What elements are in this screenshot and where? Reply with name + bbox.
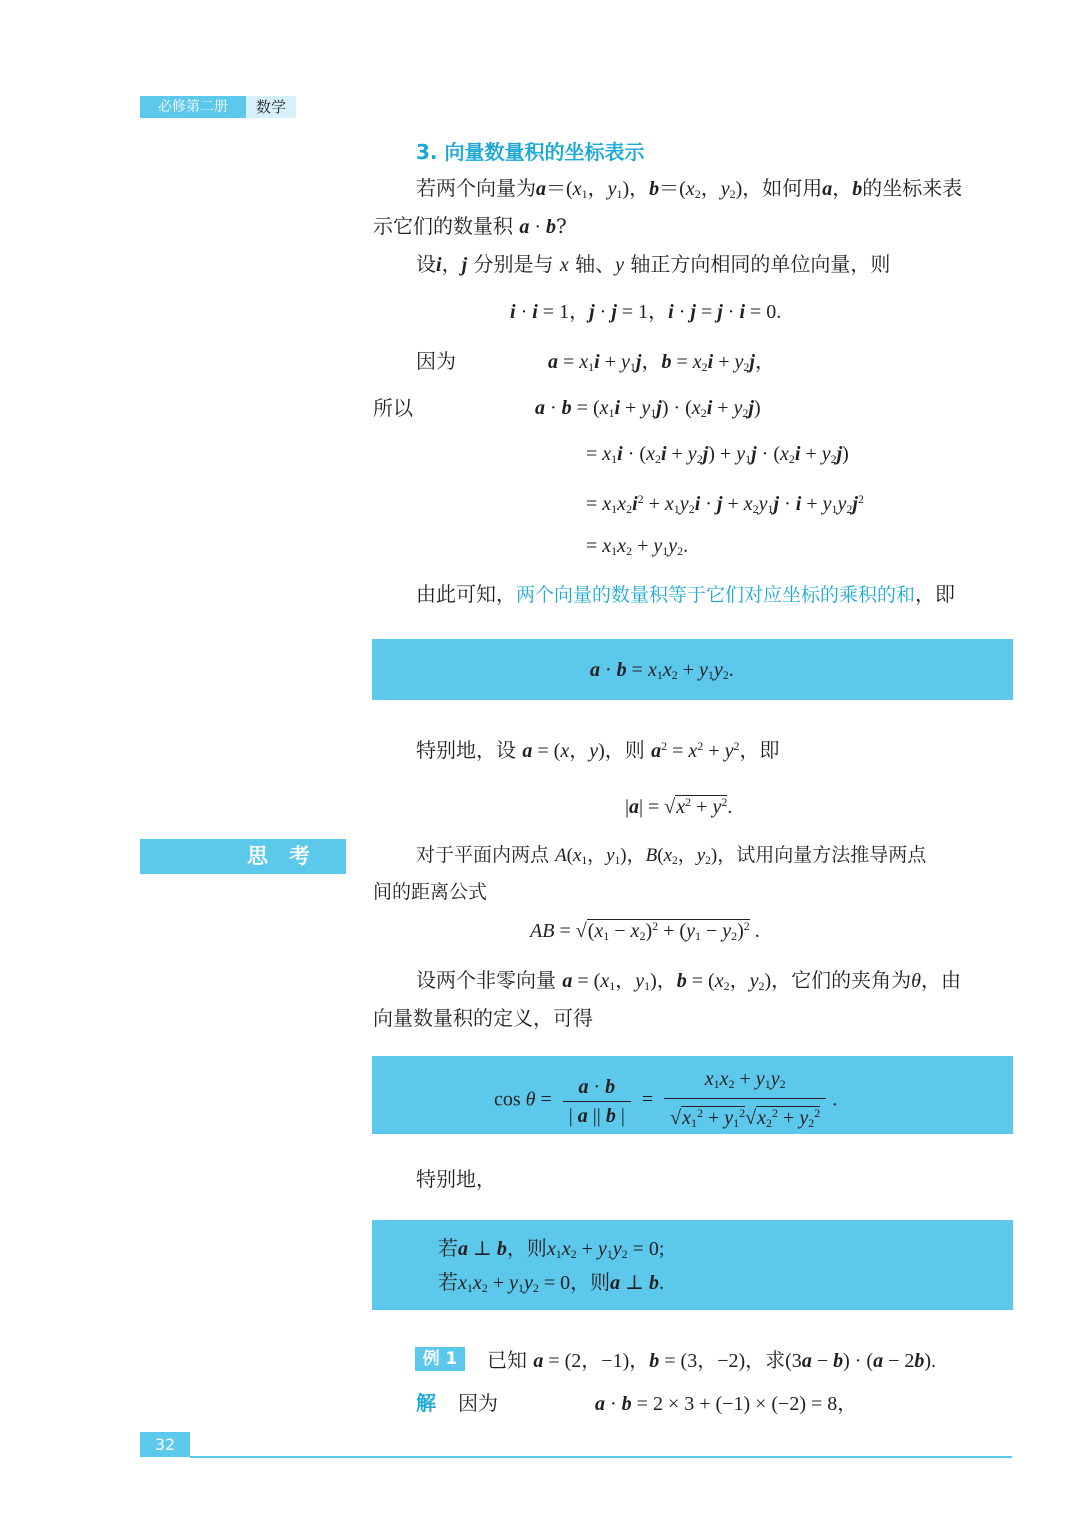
header-bar (140, 96, 296, 118)
derivation-line-1: $a \cdot b = (x_1i + y_1j) \cdot (x_2i + y_2j)$ (535, 397, 761, 420)
perp-then-2: ，则 (570, 1270, 611, 1294)
think-label-text: 思 考 (247, 844, 310, 868)
think-text-b: ，试用向量方法推导两点 (717, 844, 927, 866)
setup-text-b: 分别是与 (473, 252, 554, 276)
example-statement: 已知 a = (2，−1)，b = (3，−2)，求(3a − b) · (a − 2b). (487, 1348, 937, 1372)
think-text-a: 对于平面内两点 (416, 844, 550, 866)
intro-text-b: 如何用 (762, 176, 823, 200)
conclusion-highlight: 两个向量的数量积等于它们对应坐标的乘积的和 (516, 584, 916, 606)
dot-product-formula: $a \cdot b = x_1x_2 + y_1y_2$. (590, 659, 734, 682)
page-number: 32 (140, 1432, 190, 1457)
special-case-1: 特别地，设 a = (x，y)，则 $a^2 = x^2 + y^2$，即 (416, 738, 780, 763)
cosine-formula: cos θ = $\frac{a \cdot b}{| a || b |}$ = $\frac{x_1x_2 + y_1y_2}{√x_1^2 + y_1^2√x_2^2 + y_2^2}$ . (494, 1067, 837, 1135)
cosine-formula-box (372, 1056, 1013, 1134)
think-line-1: 对于平面内两点 $A(x_1$，$y_1$)，$B(x_2$，$y_2$)，试用向量方法推导两点 (416, 844, 927, 867)
derivation-line-3: = $x_1x_2i^2 + x_1y_2i \cdot j + x_2y_1j \cdot i + y_1y_2j^2$ (586, 492, 864, 517)
setup-text-d: 轴正方向相同的单位向量，则 (630, 252, 891, 276)
angle-line-2: 向量数量积的定义，可得 (373, 1006, 593, 1030)
vector-magnitude: $|a| = √x^2 + y^2$. (625, 795, 733, 819)
think-line-2: 间的距离公式 (373, 880, 488, 903)
derivation-line-2: = $x_1i \cdot (x_2i + y_2j) + y_1j \cdot (x_2i + y_2j)$ (586, 443, 849, 466)
special1-text-c: ，即 (739, 738, 780, 763)
example-text: 已知 (487, 1348, 527, 1372)
special1-text-a: 特别地，设 (416, 738, 516, 763)
think-paragraph (373, 840, 1018, 908)
conclusion-text-a: 由此可知， (416, 582, 516, 606)
solution-because: 因为 (458, 1391, 498, 1415)
header-subject: 数学 (246, 96, 296, 118)
setup-line: 设i，j 分别是与 x 轴、y 轴正方向相同的单位向量，则 (416, 252, 891, 276)
dot-product-formula-box (372, 639, 1013, 700)
derivation-line-4: = $x_1x_2 + y_1y_2$. (586, 535, 689, 558)
angle-text-a: 设两个非零向量 (416, 968, 556, 992)
perpendicular-line-2: 若$x_1x_2 + y_1y_2 = 0$，则a ⊥ b. (438, 1270, 664, 1295)
unit-vector-products: i · i = 1，j · j = 1，i · j = j · i = 0. (510, 301, 782, 323)
therefore-label: 所以 (373, 396, 413, 420)
perp-if-2: 若 (438, 1270, 458, 1294)
perpendicular-box (372, 1220, 1013, 1310)
setup-text-a: 设 (416, 252, 436, 276)
angle-paragraph (373, 964, 1018, 1034)
intro-line-2: 示它们的数量积 a · b? (373, 214, 567, 238)
cosine-fraction-1: $\frac{a \cdot b}{| a || b |}$ (563, 1075, 631, 1128)
solution-equation: a · b = 2 × 3 + (−1) × (−2) = 8， (595, 1393, 858, 1415)
cosine-fraction-2: $\frac{x_1x_2 + y_1y_2}{√x_1^2 + y_1^2√x_2^2 + y_2^2}$ (664, 1067, 826, 1135)
conclusion-line (416, 578, 955, 611)
intro-text-c: 的坐标来表 (862, 176, 963, 200)
footer-rule (190, 1456, 1012, 1458)
angle-text-c: ，由 (921, 968, 961, 992)
distance-formula: AB = $√(x_1 - x_2)^2 + (y_1 - y_2)^2$ . (530, 919, 760, 944)
example-ask: ，求 (745, 1348, 786, 1372)
special-case-2: 特别地， (416, 1167, 496, 1191)
example-label: 例 1 (415, 1347, 465, 1371)
perp-if-1: 若 (438, 1236, 458, 1260)
header-book: 必修第二册 (140, 96, 246, 118)
perpendicular-line-1: 若a ⊥ b，则$x_1x_2 + y_1y_2 = 0$; (438, 1236, 665, 1261)
think-label (140, 839, 346, 874)
intro-line-1: 若两个向量为$a=(x_1$，$y_1$)，$b=(x_2$，$y_2$)，如何用a，b的坐标来表 (416, 176, 963, 201)
intro-text-a: 若两个向量为 (416, 176, 536, 200)
solution-label: 解 (416, 1391, 436, 1415)
vector-decomposition: $a = x_1i + y_1j$，$b = x_2i + y_2j$， (548, 351, 775, 374)
intro-paragraph (373, 172, 1018, 243)
special1-text-b: ，则 (604, 738, 645, 763)
section-title: 3. 向量数量积的坐标表示 (416, 140, 645, 164)
angle-line-1: 设两个非零向量 $a = (x_1$，$y_1$)，$b = (x_2$，$y_2$)，它们的夹角为θ，由 (416, 968, 961, 993)
because-label: 因为 (416, 349, 456, 373)
intro-text-d: 示它们的数量积 (373, 214, 513, 238)
conclusion-text-b: ，即 (915, 582, 956, 606)
angle-text-b: ，它们的夹角为 (771, 968, 912, 992)
perp-then-1: ，则 (506, 1236, 547, 1260)
setup-text-c: 轴、 (575, 252, 616, 276)
